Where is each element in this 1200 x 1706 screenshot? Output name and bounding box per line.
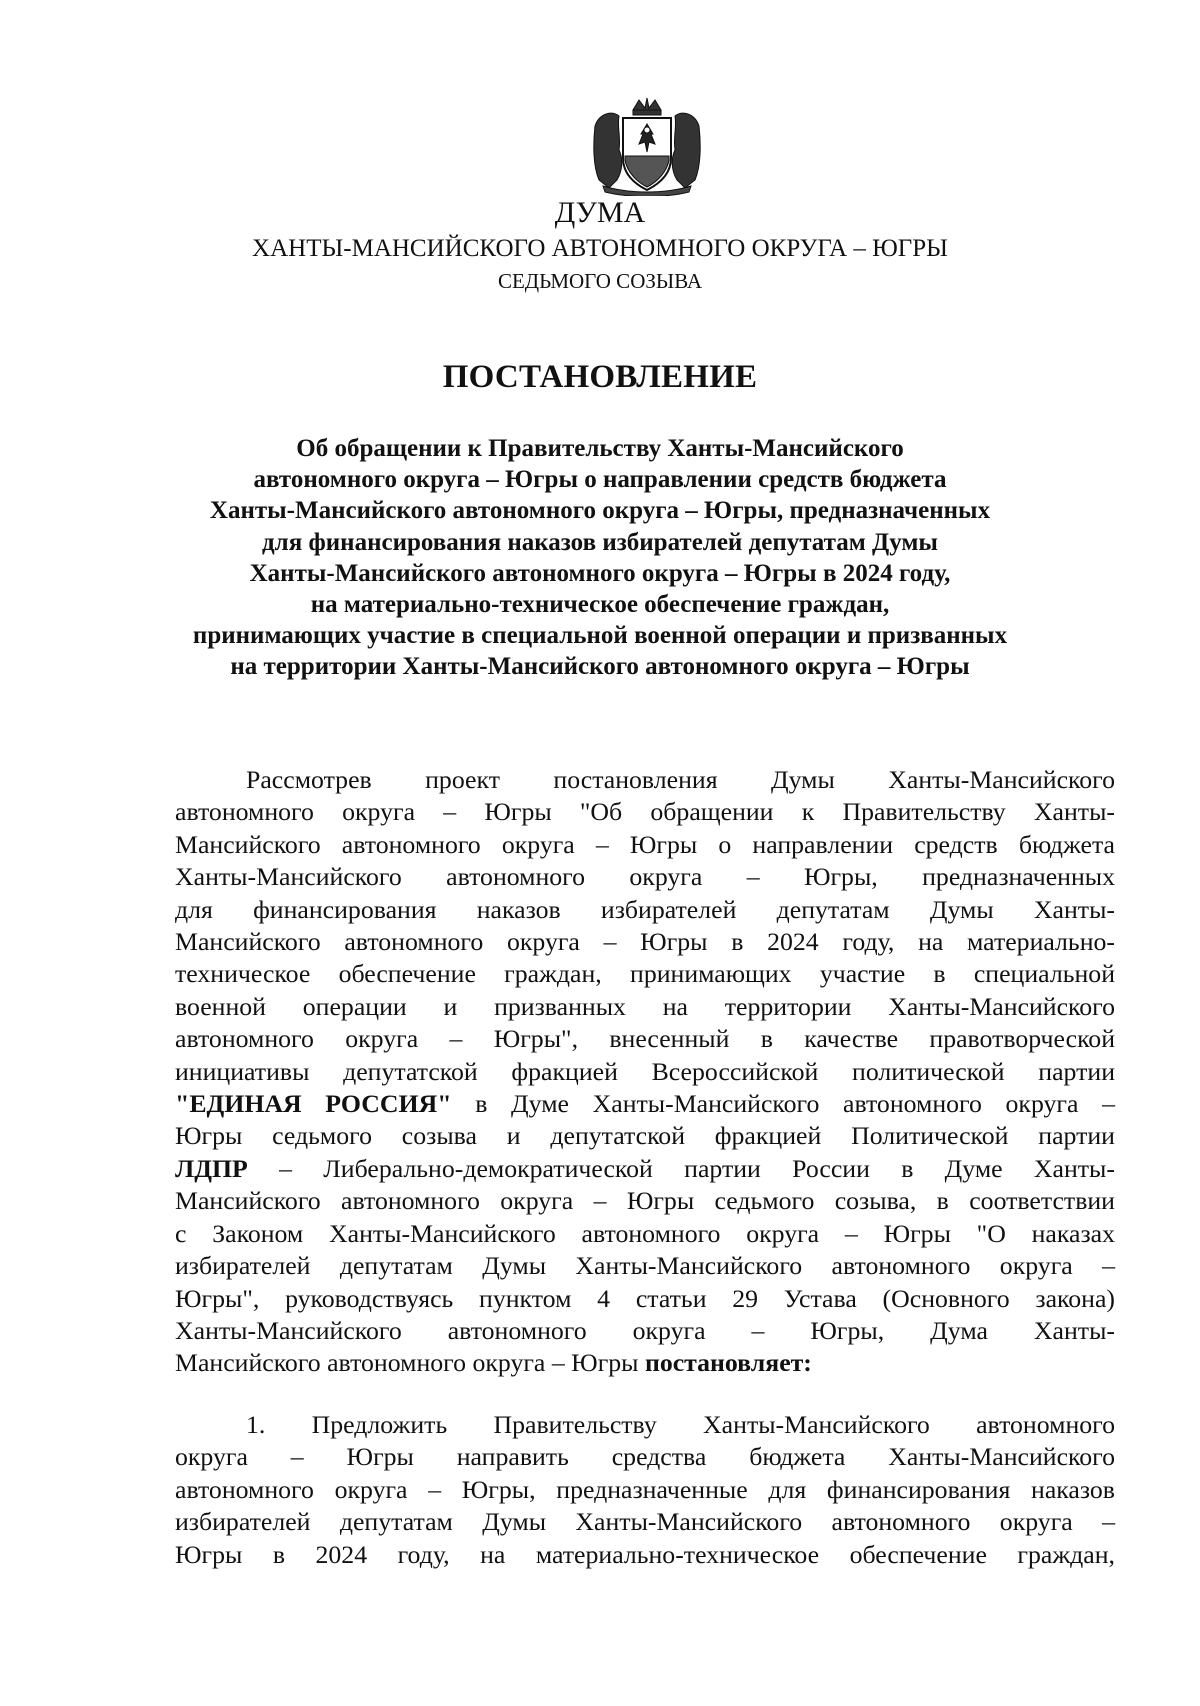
subject-line: Ханты-Мансийского автономного округа – Югры, предназначенных bbox=[209, 497, 991, 525]
body-line: Ханты-Мансийского автономного округа – Югры, Дума Ханты- bbox=[175, 1315, 1115, 1345]
body-line: Ханты-Мансийского автономного округа – Югры, предназначенных bbox=[175, 862, 1115, 892]
body-line: округа – Югры направить средства бюджета Ханты-Мансийского bbox=[175, 1442, 1115, 1472]
resolution-item-1 bbox=[175, 1409, 1115, 1571]
document-type-heading: ПОСТАНОВЛЕНИЕ bbox=[442, 359, 758, 395]
party-name-bold: ЛДПР bbox=[175, 1153, 248, 1183]
coat-of-arms-icon bbox=[589, 96, 705, 196]
body-line: Мансийского автономного округа – Югры о направлении средств бюджета bbox=[175, 829, 1115, 859]
body-text: Мансийского автономного округа – Югры bbox=[175, 1348, 645, 1378]
body-line bbox=[175, 1347, 1115, 1379]
body-line bbox=[175, 1088, 1115, 1120]
subject-line: для финансирования наказов избирателей депутатам Думы bbox=[262, 528, 938, 556]
body-text: – Либерально-демократической партии России в Думе Ханты- bbox=[247, 1153, 1115, 1183]
body-line: избирателей депутатам Думы Ханты-Мансийского автономного округа – bbox=[175, 1507, 1115, 1537]
body-text: в Думе Ханты-Мансийского автономного округа – bbox=[451, 1089, 1115, 1119]
body-line: техническое обеспечение граждан, принимающих участие в специальной bbox=[175, 959, 1115, 989]
subject-line: Об обращении к Правительству Ханты-Мансийского bbox=[296, 435, 904, 462]
body-line: 1. Предложить Правительству Ханты-Мансийского автономного bbox=[246, 1410, 1115, 1439]
subject-line: принимающих участие в специальной военной операции и призванных bbox=[192, 622, 1008, 650]
preamble-paragraph bbox=[175, 764, 1115, 1380]
resolves-keyword: постановляет: bbox=[644, 1348, 812, 1378]
subject-line: на материально-техническое обеспечение граждан, bbox=[310, 591, 890, 619]
body-line: избирателей депутатам Думы Ханты-Мансийского автономного округа – bbox=[175, 1251, 1115, 1281]
party-name-bold: "ЕДИНАЯ РОССИЯ" bbox=[175, 1089, 452, 1119]
body-line: Мансийского автономного округа – Югры седьмого созыва, в соответствии bbox=[175, 1186, 1115, 1216]
org-name: ДУМА bbox=[554, 196, 646, 229]
body-line: с Законом Ханты-Мансийского автономного округа – Югры "О наказах bbox=[175, 1218, 1115, 1248]
body-line: автономного округа – Югры, предназначенные для финансирования наказов bbox=[175, 1474, 1115, 1504]
subject-line: автономного округа – Югры о направлении средств бюджета bbox=[253, 466, 947, 494]
body-line: Рассмотрев проект постановления Думы Ханты-Мансийского bbox=[246, 765, 1115, 794]
body-line: Югры", руководствуясь пунктом 4 статьи 29 Устава (Основного закона) bbox=[175, 1283, 1115, 1313]
body-line: автономного округа – Югры", внесенный в качестве правотворческой bbox=[175, 1024, 1115, 1054]
body-line: Мансийского автономного округа – Югры в 2024 году, на материально- bbox=[175, 927, 1115, 957]
body-line: инициативы депутатской фракцией Всероссийской политической партии bbox=[175, 1056, 1115, 1086]
org-full-name: ХАНТЫ-МАНСИЙСКОГО АВТОНОМНОГО ОКРУГА – ЮГРЫ bbox=[252, 235, 948, 262]
convocation: СЕДЬМОГО СОЗЫВА bbox=[497, 269, 703, 293]
subject-line: Ханты-Мансийского автономного округа – Югры в 2024 году, bbox=[249, 559, 951, 587]
body-line: Югры седьмого созыва и депутатской фракцией Политической партии bbox=[175, 1121, 1115, 1151]
body-line: для финансирования наказов избирателей депутатам Думы Ханты- bbox=[175, 894, 1115, 924]
body-line: автономного округа – Югры "Об обращении к Правительству Ханты- bbox=[175, 797, 1115, 827]
body-line: Югры в 2024 году, на материально-техническое обеспечение граждан, bbox=[175, 1539, 1115, 1569]
body-line bbox=[175, 1153, 1115, 1185]
body-line: военной операции и призванных на территории Ханты-Мансийского bbox=[175, 991, 1115, 1021]
subject-line: на территории Ханты-Мансийского автономного округа – Югры bbox=[230, 653, 970, 681]
document-subject bbox=[170, 433, 1030, 683]
